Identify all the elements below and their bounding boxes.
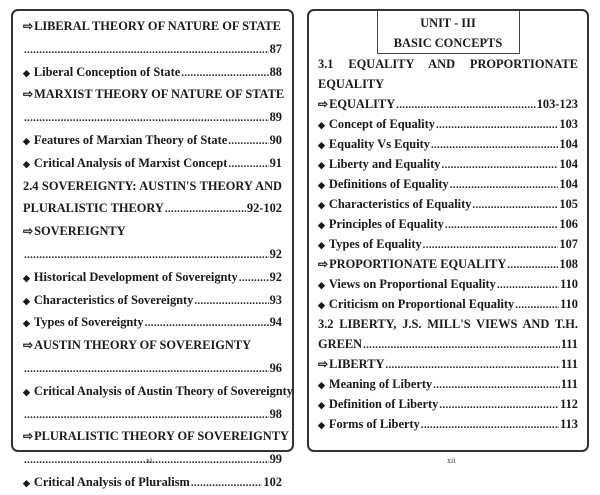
- toc-label: Types of Equality: [328, 237, 422, 251]
- toc-page-number: 89: [269, 110, 282, 125]
- toc-label: Criticism on Proportional Equality: [328, 297, 515, 311]
- toc-page-number: 108: [559, 257, 578, 271]
- section-heading: [318, 314, 578, 334]
- diamond-bullet-icon: ◆: [318, 140, 325, 150]
- dot-leader: [436, 114, 558, 135]
- dot-leader: [497, 274, 559, 295]
- toc-page-number: 111: [560, 377, 578, 391]
- dot-leader: [441, 154, 558, 175]
- toc-page-number: 110: [560, 297, 578, 311]
- toc-heading[interactable]: [23, 220, 282, 243]
- diamond-bullet-icon: ◆: [318, 380, 325, 390]
- toc-heading[interactable]: [23, 448, 282, 471]
- diamond-bullet-icon: ◆: [23, 477, 30, 488]
- toc-label: Liberal Conception of State: [33, 64, 181, 79]
- toc-label: Views on Proportional Equality: [328, 277, 496, 291]
- dot-leader: [181, 61, 268, 85]
- toc-page-number: 99: [269, 452, 282, 467]
- page-folio-right: xii: [447, 456, 456, 465]
- toc-item[interactable]: [23, 266, 282, 289]
- left-page: [11, 9, 294, 489]
- toc-page-number: 103-123: [536, 97, 578, 111]
- toc-page-number: 110: [560, 277, 578, 291]
- section-title: 3.1 EQUALITY AND PROPORTIONATE: [318, 57, 578, 71]
- diamond-bullet-icon: ◆: [318, 240, 325, 250]
- toc-page-number: 92: [269, 269, 282, 284]
- toc-page-number: 87: [269, 41, 282, 56]
- toc-page-number: 111: [560, 337, 578, 351]
- right-arrow-icon: ⇨: [23, 87, 34, 102]
- dot-leader: [439, 394, 559, 415]
- toc-section[interactable]: [318, 334, 578, 354]
- diamond-bullet-icon: ◆: [318, 160, 325, 170]
- right-arrow-icon: ⇨: [23, 429, 34, 444]
- toc-label: Characteristics of Sovereignty: [33, 292, 194, 307]
- section-heading: [23, 175, 282, 198]
- toc-heading[interactable]: [318, 254, 578, 274]
- right-arrow-icon: ⇨: [23, 338, 34, 353]
- toc-heading[interactable]: [23, 83, 285, 106]
- toc-item[interactable]: [318, 294, 578, 314]
- toc-item[interactable]: [318, 154, 578, 174]
- page-folio-left: xi: [146, 456, 153, 465]
- diamond-bullet-icon: ◆: [23, 386, 30, 397]
- toc-label: Liberty and Equality: [328, 157, 441, 171]
- toc-page-number: 106: [559, 217, 578, 231]
- toc-heading[interactable]: [23, 425, 289, 448]
- toc-item[interactable]: [318, 374, 578, 394]
- toc-item[interactable]: [318, 194, 578, 214]
- toc-label: Characteristics of Equality: [328, 197, 472, 211]
- dot-leader: [145, 311, 269, 335]
- dot-leader: [194, 289, 268, 313]
- diamond-bullet-icon: ◆: [318, 300, 325, 310]
- unit-header-box: [377, 11, 520, 54]
- dot-leader: [396, 94, 536, 115]
- diamond-bullet-icon: ◆: [318, 200, 325, 210]
- toc-page-number: 90: [269, 132, 282, 147]
- toc-page-number: 96: [269, 360, 282, 375]
- toc-heading[interactable]: [23, 15, 282, 38]
- diamond-bullet-icon: ◆: [23, 318, 30, 329]
- diamond-bullet-icon: ◆: [23, 67, 30, 78]
- dot-leader: [24, 357, 269, 381]
- unit-number: UNIT - III: [420, 16, 476, 30]
- diamond-bullet-icon: ◆: [318, 280, 325, 290]
- toc-heading[interactable]: [318, 94, 578, 114]
- diamond-bullet-icon: ◆: [23, 295, 30, 306]
- toc-label: PLURALISTIC THEORY: [23, 201, 164, 216]
- toc-item[interactable]: [23, 380, 293, 403]
- diamond-bullet-icon: ◆: [318, 120, 325, 130]
- dot-leader: [165, 197, 246, 221]
- toc-page-number: 92: [269, 246, 282, 261]
- toc-label: PROPORTIONATE EQUALITY: [329, 257, 507, 271]
- right-arrow-icon: ⇨: [318, 257, 329, 271]
- dot-leader: [472, 194, 558, 215]
- dot-leader: [239, 266, 269, 290]
- toc-item[interactable]: [318, 414, 578, 434]
- dot-leader: [363, 334, 560, 355]
- toc-label: PLURALISTIC THEORY OF SOVEREIGNTY: [34, 429, 289, 444]
- right-arrow-icon: ⇨: [318, 357, 329, 371]
- toc-label: LIBERTY: [329, 357, 385, 371]
- toc-item[interactable]: [318, 274, 578, 294]
- right-page: [307, 9, 589, 452]
- toc-label: Types of Sovereignty: [33, 315, 144, 330]
- diamond-bullet-icon: ◆: [23, 135, 30, 146]
- diamond-bullet-icon: ◆: [318, 180, 325, 190]
- toc-item[interactable]: [23, 471, 282, 494]
- toc-item[interactable]: [23, 403, 282, 426]
- dot-leader: [421, 414, 559, 435]
- toc-heading[interactable]: [23, 38, 282, 61]
- toc-item[interactable]: [23, 61, 282, 84]
- toc-heading[interactable]: [23, 106, 282, 129]
- toc-label: Forms of Liberty: [328, 417, 420, 431]
- diamond-bullet-icon: ◆: [318, 220, 325, 230]
- toc-heading[interactable]: [318, 354, 578, 374]
- section-heading-text: 3.2 LIBERTY, J.S. MILL'S VIEWS AND T.H.: [318, 317, 578, 331]
- diamond-bullet-icon: ◆: [23, 158, 30, 169]
- toc-page-number: 98: [269, 406, 282, 421]
- dot-leader: [515, 294, 559, 315]
- toc-label: Concept of Equality: [328, 117, 435, 131]
- toc-page-number: 102: [263, 474, 282, 489]
- dot-leader: [385, 354, 559, 375]
- toc-label: Definitions of Equality: [328, 177, 449, 191]
- toc-page-number: 107: [559, 237, 578, 251]
- toc-label: LIBERAL THEORY OF NATURE OF STATE: [34, 19, 281, 33]
- dot-leader: [228, 129, 268, 153]
- section-title-cont: EQUALITY: [318, 77, 385, 91]
- toc-label: Critical Analysis of Austin Theory of Sovereignty: [33, 383, 293, 398]
- unit-title: BASIC CONCEPTS: [393, 36, 503, 50]
- toc-label: Features of Marxian Theory of State: [33, 132, 228, 147]
- section-heading-cont: [318, 74, 578, 94]
- toc-label: Definition of Liberty: [328, 397, 439, 411]
- toc-page-number: 111: [560, 357, 578, 371]
- diamond-bullet-icon: ◆: [318, 420, 325, 430]
- toc-label: GREEN: [318, 337, 363, 351]
- dot-leader: [450, 174, 559, 195]
- dot-leader: [24, 106, 269, 130]
- diamond-bullet-icon: ◆: [318, 400, 325, 410]
- toc-page-number: 93: [269, 292, 282, 307]
- toc-label: Principles of Equality: [328, 217, 444, 231]
- toc-label: EQUALITY: [329, 97, 396, 111]
- toc-item[interactable]: [23, 129, 282, 152]
- toc-label: SOVEREIGNTY: [34, 224, 126, 239]
- diamond-bullet-icon: ◆: [23, 272, 30, 283]
- dot-leader: [507, 254, 558, 275]
- toc-item[interactable]: [318, 134, 578, 154]
- toc-heading[interactable]: [23, 334, 282, 357]
- toc-label: Equality Vs Equity: [328, 137, 430, 151]
- dot-leader: [445, 214, 559, 235]
- toc-item[interactable]: [318, 114, 578, 134]
- toc-item[interactable]: [318, 214, 578, 234]
- dot-leader: [191, 471, 263, 495]
- toc-item[interactable]: [318, 234, 578, 254]
- toc-label: Critical Analysis of Pluralism: [33, 474, 190, 489]
- toc-item[interactable]: [23, 289, 282, 312]
- toc-label: Meaning of Liberty: [328, 377, 433, 391]
- toc-page-number: 112: [560, 397, 578, 411]
- toc-page-number: 104: [559, 137, 578, 151]
- toc-item[interactable]: [318, 394, 578, 414]
- toc-page-number: 92-102: [246, 201, 282, 216]
- toc-section[interactable]: [23, 197, 282, 220]
- toc-label: MARXIST THEORY OF NATURE OF STATE: [34, 87, 285, 102]
- dot-leader: [24, 403, 269, 427]
- dot-leader: [433, 374, 560, 395]
- toc-heading[interactable]: [23, 243, 282, 266]
- section-heading-text: 2.4 SOVEREIGNTY: AUSTIN'S THEORY AND: [23, 178, 282, 193]
- toc-heading[interactable]: [23, 357, 282, 380]
- toc-page-number: 113: [560, 417, 578, 431]
- toc-label: Historical Development of Sovereignty: [33, 269, 238, 284]
- right-arrow-icon: ⇨: [23, 19, 34, 33]
- dot-leader: [423, 234, 559, 255]
- right-arrow-icon: ⇨: [23, 224, 34, 239]
- dot-leader: [24, 243, 269, 267]
- right-arrow-icon: ⇨: [318, 97, 329, 111]
- dot-leader: [431, 134, 558, 155]
- toc-label: AUSTIN THEORY OF SOVEREIGNTY: [34, 338, 252, 353]
- toc-label: Critical Analysis of Marxist Concept: [33, 155, 228, 170]
- toc-page-number: 88: [269, 64, 282, 79]
- toc-item[interactable]: [23, 152, 282, 175]
- dot-leader: [24, 38, 269, 62]
- toc-item[interactable]: [23, 311, 282, 334]
- toc-page-number: 104: [559, 177, 578, 191]
- toc-item[interactable]: [318, 174, 578, 194]
- section-heading: [318, 54, 578, 74]
- toc-page-number: 103: [559, 117, 578, 131]
- dot-leader: [228, 152, 268, 176]
- toc-page-number: 91: [269, 155, 282, 170]
- toc-page-number: 94: [269, 315, 282, 330]
- toc-page-number: 105: [559, 197, 578, 211]
- toc-page-number: 104: [559, 157, 578, 171]
